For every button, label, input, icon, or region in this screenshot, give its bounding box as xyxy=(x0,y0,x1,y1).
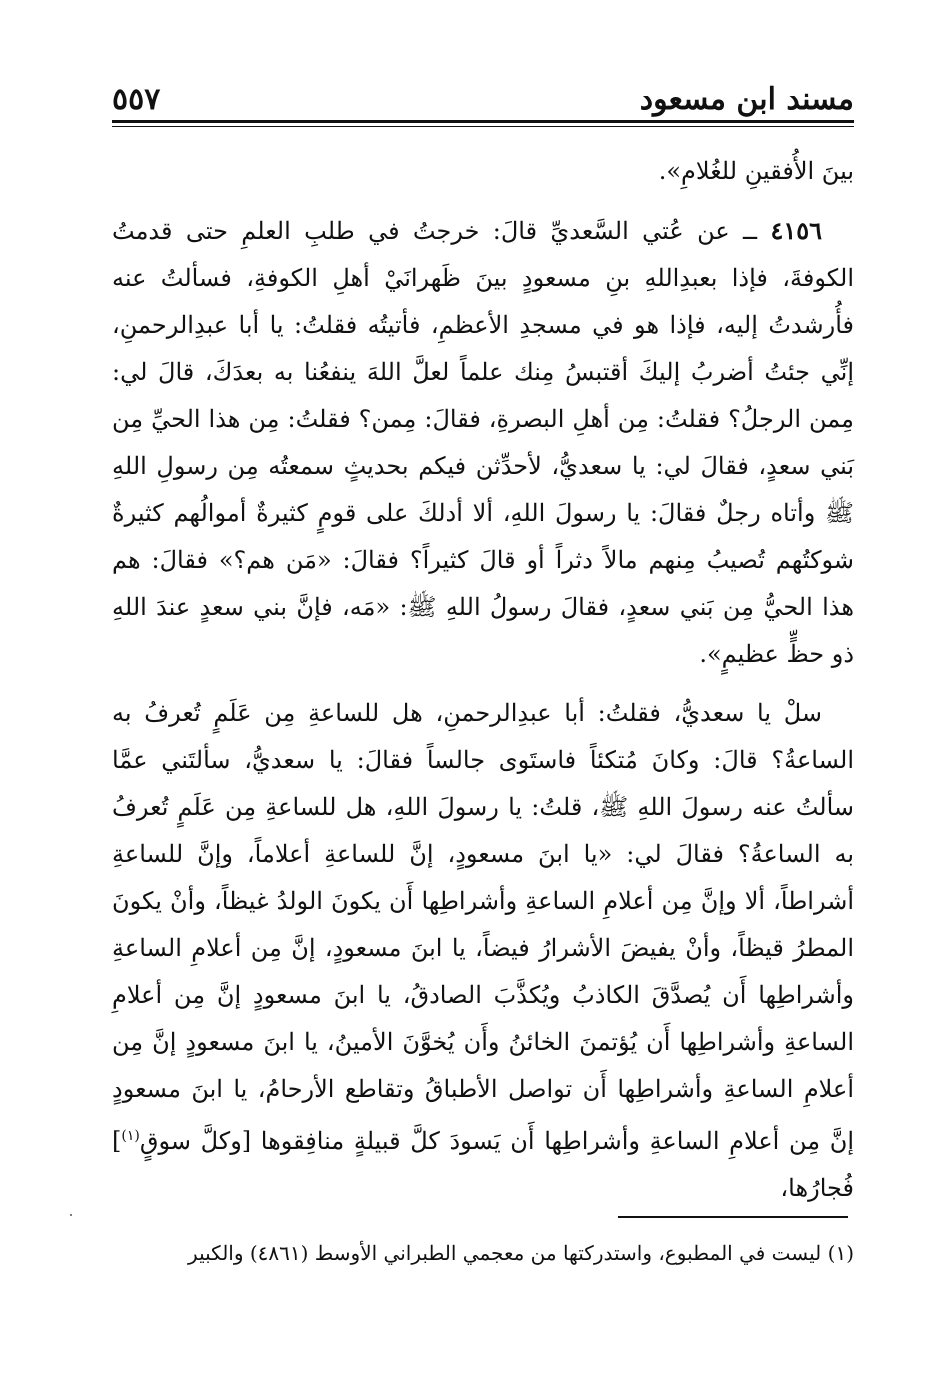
page-number: ٥٥٧ xyxy=(112,82,161,117)
header-title: مسند ابن مسعود xyxy=(639,82,854,117)
footnote-reference: (١) xyxy=(121,1128,140,1144)
hadith-paragraph xyxy=(112,207,854,678)
scan-speck xyxy=(70,1214,72,1216)
header-rule-thin xyxy=(112,126,854,127)
footnote: (١) ليست في المطبوع، واستدركتها من معجمي الطبراني الأوسط (٤٨٦١) والكبير xyxy=(188,1241,854,1265)
header-rule xyxy=(112,120,854,123)
footnote-separator-line xyxy=(618,1216,848,1218)
continued-paragraph: بينَ الأُفقينِ للغُلامِ». xyxy=(658,157,854,185)
second-paragraph xyxy=(112,690,854,1212)
hadith-number: ٤١٥٦ xyxy=(770,216,822,245)
main-text xyxy=(112,148,854,1212)
second-paragraph-text: سلْ يا سعديُّ، فقلتُ: أبا عبدِالرحمنِ، هل للساعةِ مِن عَلَمٍ تُعرفُ به الساعةُ؟ قالَ: وكانَ مُتكئاً فاستَوى جالساً فقالَ: يا سعديُّ، سألتَني عمَّا سألتُ عنه رسولَ اللهِ ﷺ، قلتُ: يا رسولَ اللهِ، هل للساعةِ مِن عَلَمٍ تُعرفُ به الساعةُ؟ فقالَ لي: «يا ابنَ مسعودٍ، إنَّ للساعةِ أعلاماً، وإنَّ للساعةِ أشراطاً، ألا وإنَّ مِن أعلامِ الساعةِ وأشراطِها أَن يكونَ الولدُ غيظاً، وأنْ يكونَ المطرُ قيظاً، وأنْ يفيضَ الأشرارُ فيضاً، يا ابنَ مسعودٍ، إنَّ مِن أعلامِ الساعةِ وأشراطِها أَن يُصدَّقَ الكاذبُ ويُكذَّبَ الصادقُ، يا ابنَ مسعودٍ إنَّ مِن أعلامِ الساعةِ وأشراطِها أَن يُؤتمنَ الخائنُ وأَن يُخوَّنَ الأمينُ، يا ابنَ مسعودٍ إنَّ مِن أعلامِ الساعةِ وأشراطِها أَن تواصل الأطباقُ وتقاطع الأرحامُ، يا ابنَ مسعودٍ إنَّ مِن أعلامِ الساعةِ وأشراطِها أَن يَسودَ كلَّ قبيلةٍ منافِقوها [وكلَّ سوقٍ xyxy=(112,699,855,1155)
running-header xyxy=(112,80,854,120)
hadith-text: ــ عن عُتي السَّعديِّ قالَ: خرجتُ في طلبِ العلمِ حتى قدمتُ الكوفةَ، فإذا بعبدِاللهِ بنِ مسعودٍ بينَ ظَهرانَيْ أهلِ الكوفةِ، فسألتُ عنه فأُرشدتُ إليه، فإذا هو في مسجدِ الأعظمِ، فأتيتُه فقلتُ: يا أبا عبدِالرحمنِ، إنِّي جئتُ أضربُ إليكَ أقتبسُ مِنك علماً لعلَّ اللهَ ينفعُنا به بعدَكَ، قالَ لي: مِمن الرجلُ؟ فقلتُ: مِن أهلِ البصرةِ، فقالَ: مِمن؟ فقلتُ: مِن هذا الحيِّ مِن بَني سعدٍ، فقالَ لي: يا سعديُّ، لأحدِّثن فيكم بحديثٍ سمعتُه مِن رسولِ اللهِ ﷺ وأتاه رجلٌ فقالَ: يا رسولَ اللهِ، ألا أدلكَ على قومٍ كثيرةٌ أموالُهم كثيرةٌ شوكتُهم تُصيبُ مِنهم مالاً دثراً أو قالَ كثيراً؟ فقالَ: «مَن هم؟» فقالَ: هم هذا الحيُّ مِن بَني سعدٍ، فقالَ رسولُ اللهِ ﷺ: «مَه، فإنَّ بني سعدٍ عندَ اللهِ ذو حظٍّ عظيمٍ». xyxy=(112,217,854,668)
second-paragraph-end: ] فُجارُها، xyxy=(112,1127,854,1202)
